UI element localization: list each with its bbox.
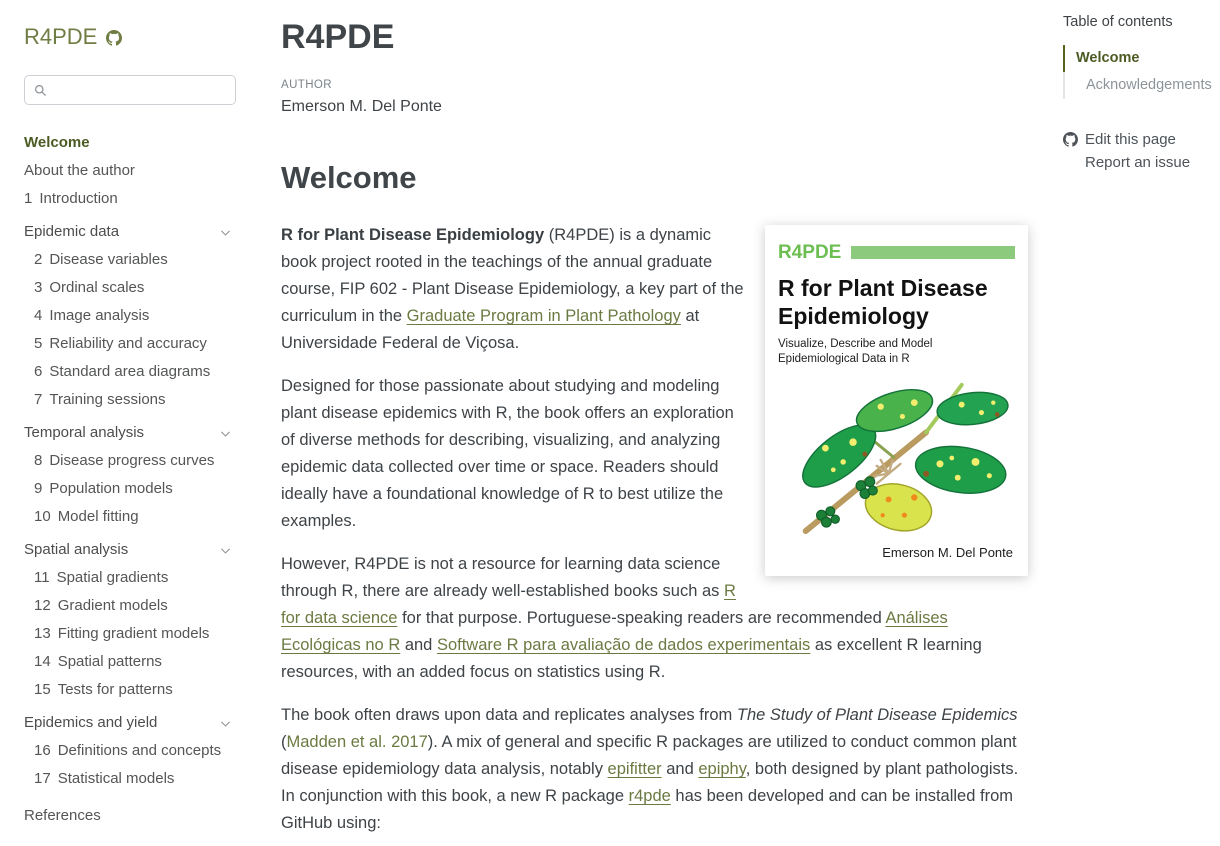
sidebar-item-tests-for-patterns[interactable] [24,676,236,704]
toc-title: Table of contents [1063,14,1173,30]
report-an-issue-label: Report an issue [1085,154,1191,171]
diseased-plant-illustration [778,371,1015,539]
prose [281,222,1028,837]
text-segment: R for Plant Disease Epidemiology [281,226,545,244]
sidebar-item-label: Statistical models [57,770,175,787]
chapter-number: 2 [34,251,43,268]
chevron-down-icon[interactable] [219,427,232,440]
toc-item-welcome[interactable]: Welcome [1063,45,1220,72]
github-icon [1063,132,1078,147]
text-segment: at Universidade Federal de Viçosa. [281,307,700,352]
sidebar-section-label: Epidemics and yield [24,714,158,731]
cover-title: R for Plant Disease Epidemiology [778,275,988,329]
sidebar-section-label: Spatial analysis [24,541,129,558]
github-icon[interactable] [106,30,122,46]
text-segment: and [400,636,437,654]
sidebar-item-reliability-and-accuracy[interactable] [24,330,236,358]
search-icon [34,84,47,97]
chevron-down-icon[interactable] [219,717,232,730]
text-segment: for that purpose. Portuguese-speaking readers are recommended [397,609,886,627]
sidebar-item-label: Gradient models [57,597,168,614]
sidebar-header [24,24,236,50]
text-segment: has been developed and can be installed from GitHub using: [281,787,1013,832]
chapter-number: 17 [34,770,51,787]
cover-brand-row [778,239,1015,266]
edit-this-page-label: Edit this page [1085,131,1176,148]
chapter-number: 5 [34,335,43,352]
text-segment: and [661,760,699,778]
page-title: Welcome [281,160,417,195]
content-link[interactable]: r4pde [628,787,671,805]
chapter-number: 10 [34,508,51,525]
sidebar-item-label: Welcome [24,134,90,151]
sidebar-item-label: Standard area diagrams [49,363,211,380]
sidebar-nav [24,129,236,830]
sidebar-section-epidemics-and-yield[interactable] [24,709,236,737]
sidebar-section-label: Temporal analysis [24,424,145,441]
chapter-number: 16 [34,742,51,759]
sidebar-item-model-fitting[interactable] [24,503,236,531]
sidebar [0,0,260,846]
text-segment: (R4PDE) is a dynamic book project rooted in the teachings of the annual graduate course, FIP 602 - Plant Disease Epidemiology, a key part of the curriculum in the [281,226,744,325]
sidebar-section-label: Epidemic data [24,223,120,240]
cover-brand: R4PDE [778,242,842,263]
sidebar-item-ordinal-scales[interactable] [24,274,236,302]
sidebar-item-label: Model fitting [57,508,139,525]
sidebar-item-label: Spatial patterns [57,653,162,670]
sidebar-item-label: Disease progress curves [49,452,215,469]
toc-links [1063,128,1220,174]
sidebar-section-temporal-analysis[interactable] [24,419,236,447]
sidebar-item-label: Tests for patterns [57,681,173,698]
content-link[interactable]: epiphy [698,760,746,778]
chapter-number: 13 [34,625,51,642]
content-link[interactable]: Graduate Program in Plant Pathology [406,307,681,325]
citation-link[interactable]: Madden et al. 2017 [286,733,428,751]
sidebar-item-statistical-models[interactable] [24,765,236,793]
chapter-number: 12 [34,597,51,614]
sidebar-item-disease-progress-curves[interactable] [24,447,236,475]
text-segment: The Study of Plant Disease Epidemics [736,706,1018,724]
edit-this-page-link[interactable] [1063,128,1220,151]
chapter-number: 3 [34,279,43,296]
sidebar-item-label: Image analysis [49,307,150,324]
toc-sidebar [1063,0,1220,846]
chapter-number: 14 [34,653,51,670]
sidebar-item-spatial-patterns[interactable] [24,648,236,676]
sidebar-item-welcome[interactable] [24,129,236,157]
cover-accent-bar [851,246,1015,259]
chapter-number: 15 [34,681,51,698]
chapter-number: 9 [34,480,43,497]
site-logo[interactable]: R4PDE [24,24,98,49]
report-an-issue-link[interactable] [1063,151,1220,174]
sidebar-item-label: Introduction [39,190,118,207]
book-title: R4PDE [281,18,395,56]
author-name: Emerson M. Del Ponte [281,98,442,115]
content-link[interactable]: Software R para avaliação de dados experimentais [436,636,811,654]
text-segment: Designed for those passionate about studying and modeling plant disease epidemics with R, the book offers an exploration of diverse methods for describing, visualizing, and analyzing epidemic data collected over time or space. Readers should ideally have a foundational knowledge of R to best utilize the examples. [281,377,734,530]
sidebar-item-gradient-models[interactable] [24,592,236,620]
chapter-number: 7 [34,391,43,408]
sidebar-item-references[interactable] [24,802,236,830]
sidebar-item-fitting-gradient-models[interactable] [24,620,236,648]
sidebar-item-introduction[interactable] [24,185,236,213]
sidebar-item-label: Fitting gradient models [57,625,210,642]
sidebar-item-label: Reliability and accuracy [49,335,207,352]
sidebar-item-label: Disease variables [49,251,168,268]
chapter-number: 4 [34,307,43,324]
cover-subtitle: Visualize, Describe and Model Epidemiological Data in R [778,338,933,365]
chapter-number: 1 [24,190,33,207]
main-content [260,0,1063,846]
text-segment: as excellent R learning resources, with an added focus on statistics using R. [281,636,982,681]
author-label: AUTHOR [281,79,332,91]
content-link[interactable]: Análises Ecológicas no R [281,609,948,654]
search-input[interactable] [54,81,226,99]
content-link[interactable]: R for data science [281,582,736,627]
chapter-number: 6 [34,363,43,380]
sidebar-item-label: Population models [49,480,173,497]
sidebar-section-spatial-analysis[interactable] [24,536,236,564]
sidebar-item-label: Ordinal scales [49,279,145,296]
text-segment: ). A mix of general and specific R packages are utilized to conduct common plant disease epidemiology data analysis, notably [281,733,1017,778]
text-segment: , both designed by plant pathologists. In conjunction with this book, a new R package [281,760,1019,805]
sidebar-item-label: Spatial gradients [56,569,169,586]
sidebar-item-about-the-author[interactable] [24,157,236,185]
toc-items [1063,45,1220,99]
sidebar-item-spatial-gradients[interactable] [24,564,236,592]
sidebar-item-image-analysis[interactable] [24,302,236,330]
toc-item-acknowledgements[interactable]: Acknowledgements [1063,72,1220,99]
sidebar-item-label: References [24,807,101,824]
sidebar-section-epidemic-data[interactable] [24,218,236,246]
book-cover-image [765,225,1028,576]
sidebar-item-disease-variables[interactable] [24,246,236,274]
chapter-number: 11 [34,569,50,586]
sidebar-item-population-models[interactable] [24,475,236,503]
content-link[interactable]: epifitter [607,760,662,778]
cover-author: Emerson M. Del Ponte [882,545,1013,560]
chapter-number: 8 [34,452,43,469]
sidebar-item-label: About the author [24,162,135,179]
text-segment: ( [281,733,287,751]
search-box[interactable] [24,75,236,105]
sidebar-item-label: Training sessions [49,391,166,408]
text-segment: However, R4PDE is not a resource for learning data science through R, there are already well-established books such as [281,555,724,600]
text-segment: The book often draws upon data and replicates analyses from [281,706,737,724]
sidebar-item-standard-area-diagrams[interactable] [24,358,236,386]
chevron-down-icon[interactable] [219,226,232,239]
paragraph [281,702,1028,837]
sidebar-item-label: Definitions and concepts [57,742,222,759]
sidebar-item-training-sessions[interactable] [24,386,236,414]
sidebar-item-definitions-and-concepts[interactable] [24,737,236,765]
chevron-down-icon[interactable] [219,544,232,557]
